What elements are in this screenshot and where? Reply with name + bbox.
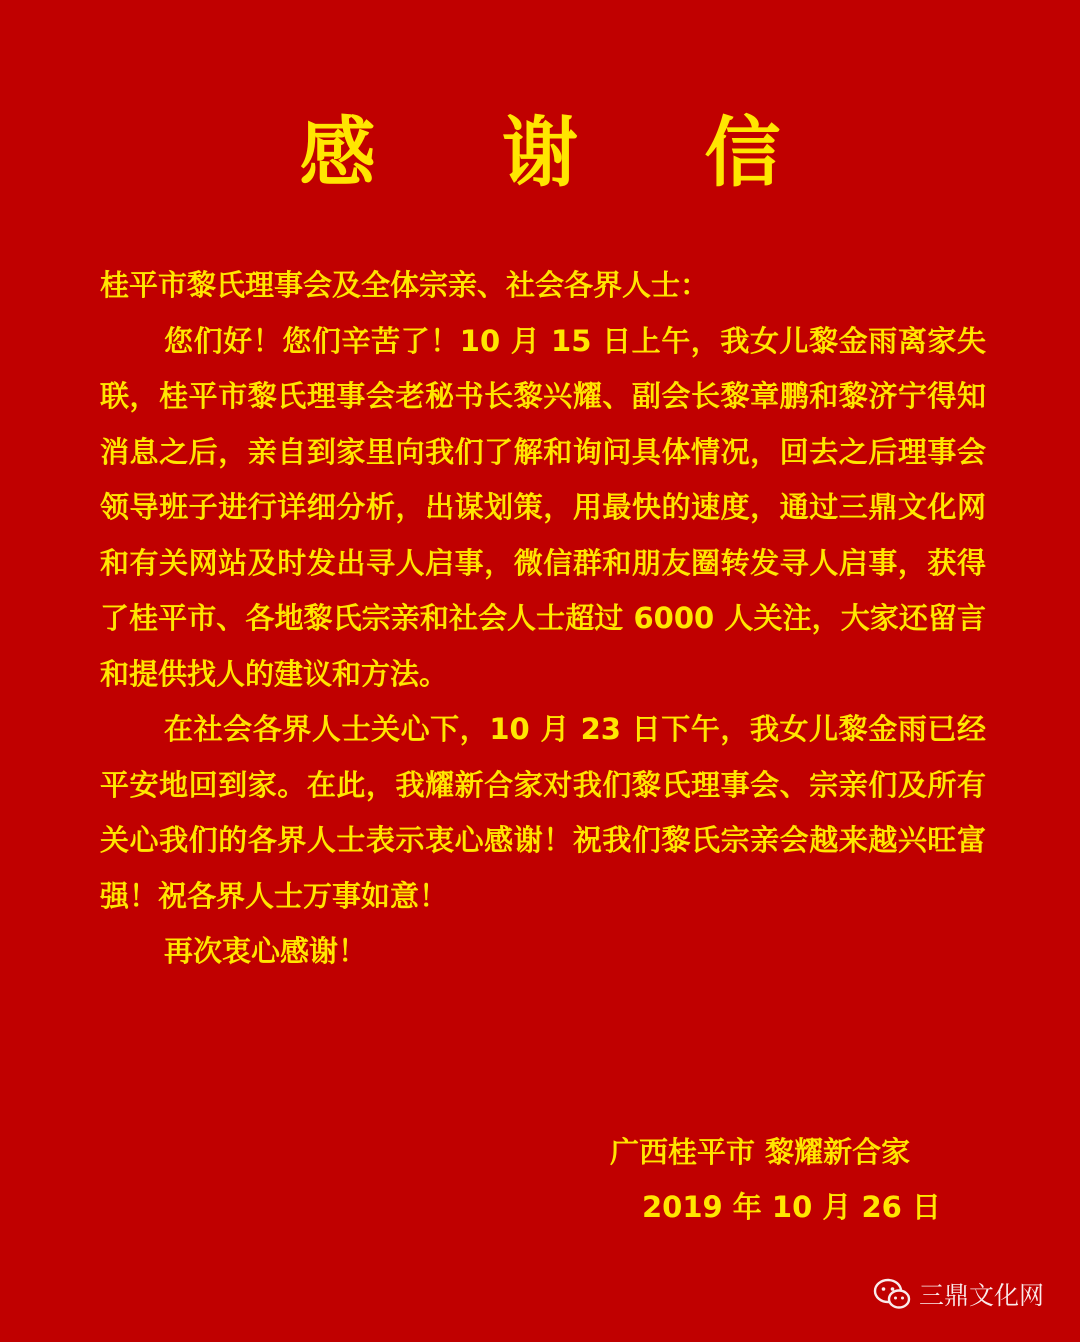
salutation: 桂平市黎氏理事会及全体宗亲、社会各界人士： — [100, 268, 710, 302]
signature-date: 2019 年 10 月 26 日 — [642, 1190, 941, 1224]
wechat-icon — [873, 1278, 911, 1310]
signature-org: 广西桂平市 黎耀新合家 — [610, 1135, 911, 1169]
signature-block — [560, 1125, 1000, 1235]
watermark-text: 三鼎文化网 — [918, 1281, 1044, 1310]
paragraph: 再次衷心感谢！ — [164, 934, 368, 968]
paragraph: 您们好！您们辛苦了！10 月 15 日上午，我女儿黎金雨离家失联，桂平市黎氏理事会老秘书长黎兴耀、副会长黎章鹏和黎济宁得知消息之后，亲自到家里向我们了解和询问具体情况，回去之后理事会领导班子进行详细分析，出谋划策，用最快的速度，通过三鼎文化网和有关网站及时发出寻人启事，微信群和朋友圈转发寻人启事，获得了桂平市、各地黎氏宗亲和社会人士超过 6000 人关注，大家还留言和提供找人的建议和方法。 — [100, 323, 986, 691]
letter-body — [100, 258, 986, 980]
paragraph: 在社会各界人士关心下，10 月 23 日下午，我女儿黎金雨已经平安地回到家。在此，我耀新合家对我们黎氏理事会、宗亲们及所有关心我们的各界人士表示衷心感谢！祝我们黎氏宗亲会越来越兴旺富强！祝各界人士万事如意！ — [100, 712, 986, 913]
watermark — [873, 1276, 1044, 1312]
letter-title: 感 谢 信 — [299, 108, 831, 197]
